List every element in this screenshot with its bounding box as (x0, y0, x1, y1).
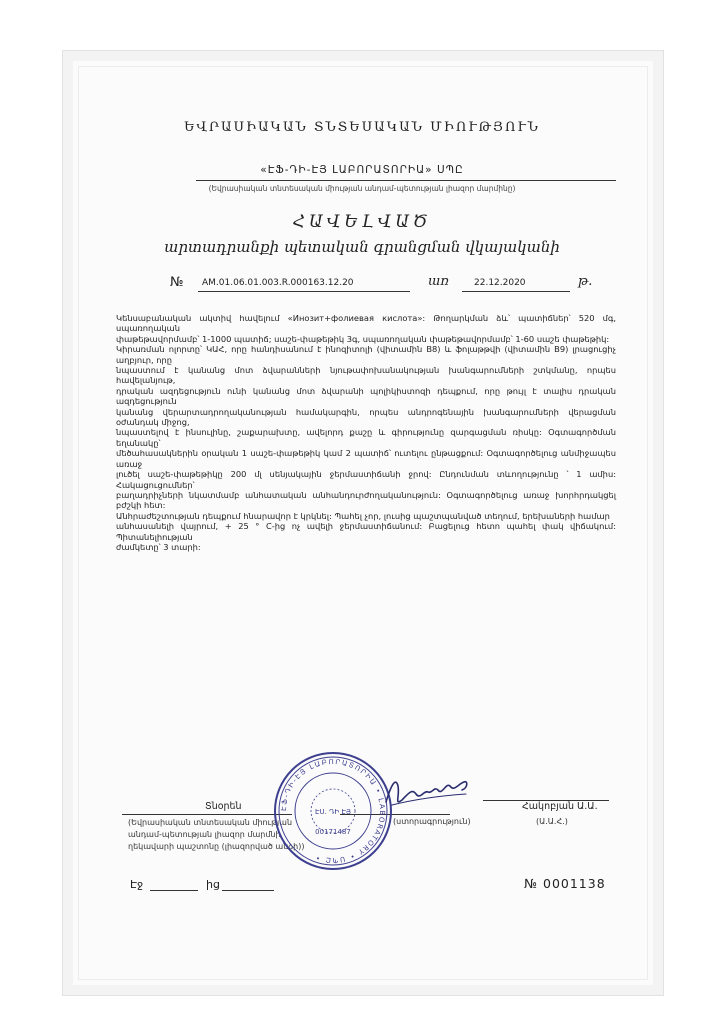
union-heading: ԵՎՐԱՍԻԱԿԱՆ ՏՆՏԵՍԱԿԱՆ ՄԻՈՒԹՅՈՒՆ (184, 120, 540, 135)
laboratory-caption: (Եվրասիական տնտեսական միության անդամ-պետության լիազոր մարմինը) (208, 184, 516, 193)
registration-from-label: առ (428, 274, 449, 289)
serial-number-value: 0001138 (543, 876, 606, 891)
page-total-label: ից (206, 878, 220, 891)
document-subtitle: արտադրանքի պետական գրանցման վկայականի (164, 238, 560, 256)
director-label: Տնօրեն (205, 801, 242, 812)
laboratory-underline (196, 180, 616, 181)
registration-date-underline (462, 291, 570, 292)
registration-number-underline (198, 291, 410, 292)
page-number-blank (150, 890, 198, 891)
signatory-name-caption: (Ա.Ա.Հ.) (536, 817, 568, 826)
registration-number: AM.01.06.01.003.R.000163.12.20 (202, 278, 354, 288)
page-total-blank (222, 890, 274, 891)
body-line: կանանց վերարտադրողականության համակարգին, որպես անդրոգենային խանգարումների վերացման օժանդակ միջոց, (116, 406, 616, 428)
registration-date: 22.12.2020 (474, 278, 526, 288)
body-line: անհասանելի վայրում, + 25 ° C-ից ոչ ավելի ջերմաստիճանում: Բացելուց հետո պահել փակ վիճակում: Պիտանելիության (116, 521, 616, 542)
serial-number-sign: № (524, 876, 539, 891)
body-line: ժամկետը՝ 3 տարի: (116, 541, 201, 552)
product-description (116, 313, 616, 552)
registration-year-label: թ. (578, 274, 593, 289)
body-line: նպաստում է կանանց մոտ ձվարանների նյութափոխանակության խանգարումների շտկմանը, որպես հավելանյութ, (116, 365, 616, 386)
official-seal (272, 750, 394, 872)
laboratory-name: «ԷՖ-ԴԻ-ԷՅ ԼԱԲՈՐԱՏՈՐԻԱ» ՍՊԸ (260, 164, 464, 176)
registration-number-sign: № (170, 275, 184, 290)
signatory-name: Հակոբյան Ա.Ա. (522, 801, 598, 812)
body-line: նպաստելով է ինսուլինը, շաքարախտը, ավելորդ քաշը և գիրությունը զարգացման ռիսկը: Օգտագործման եղանակը՝ (116, 427, 616, 448)
body-line: մեծահասակներին օրական 1 սաշե-փաթեթիկ կամ 2 պատիճ՝ ուտելու ընթացքում: Օգտագործելուց անմիջապես առաջ (116, 448, 616, 469)
seal-ring-text: ԷՖ-ԴԻ-ԷՅ ԼԱԲՈՐԱՏՈՐԻԱ • LABORATORY • ՍՊԸ • (279, 757, 387, 865)
body-line: փաթեթավորմամբ՝ 1-1000 պատիճ; սաշե-փաթեթիկ 3գ, սպառողական փաթեթավորմամբ՝ 1-60 սաշե փաթեթիկ: (116, 333, 610, 344)
body-line: Անհրաժեշտության դեպքում հնարավոր է կրկնել: Պահել չոր, լուսից պաշտպանված տեղում, երեխաների համար (116, 510, 610, 521)
body-line: դրական ազդեցություն ունի կանանց մոտ ձվարանի պոլիկիստոզի դեպքում, որը թույլ է տալիս դրական ազդեցություն (116, 385, 616, 407)
body-line: բաղադրիչների նկատմամբ անհատական անհանդուրժողականություն: Օգտագործելուց առաջ խորհրդակցել բժշկի հետ: (116, 489, 616, 511)
body-line: լուծել սաշե-փաթեթիկը 200 մլ սենյակային ջերմաստիճանի ջրով: Ընդունման տևողությունը ՝ 1 ամիս: Հակացուցումներ՝ (116, 469, 616, 490)
handwritten-signature (382, 772, 472, 812)
form-serial-number (524, 876, 606, 891)
director-underline (122, 814, 292, 815)
director-caption-line: (Եվրասիական տնտեսական միության (128, 818, 293, 827)
seal-center-text: ԷՍ. ԴԻ ԷՅ (315, 808, 351, 816)
signatory-name-line (483, 800, 609, 801)
body-line: Կիրառման ոլորտը՝ ԿԱՀ, որը հանդիսանում է ինոզիտոլի (վիտամին B8) և ֆոլաթթվի (վիտամին B9) լրացուցիչ աղբյուր, որը (116, 344, 616, 365)
document-title: ՀԱՎԵԼՎԱԾ (292, 212, 432, 232)
signature-caption: (ստորագրություն) (393, 817, 471, 826)
seal-number: 00171487 (315, 828, 351, 836)
page-label: Էջ (130, 878, 144, 891)
director-caption-line: անդամ-պետության լիազոր մարմնի (128, 830, 281, 839)
director-caption-line: ղեկավարի պաշտոնը (լիազորված անձի)) (128, 842, 305, 851)
body-line: Կենսաբանական ակտիվ հավելում «Инозит+фолиевая кислота»: Թողարկման ձև՝ պատիճներ՝ 520 մգ, սպառողական (116, 313, 616, 334)
